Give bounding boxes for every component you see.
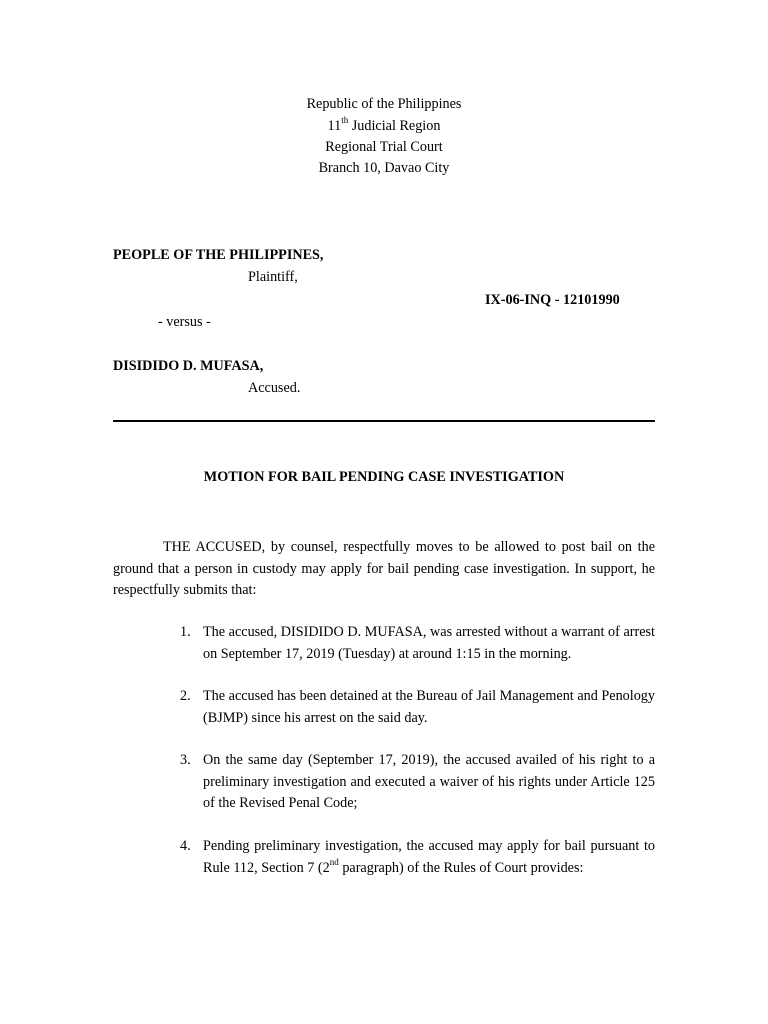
case-number: IX-06-INQ - 12101990 bbox=[485, 292, 620, 308]
list-item-text: On the same day (September 17, 2019), the accused availed of his right to a preliminary investigation and executed a waiver of his rights under Article 125 of the Revised Penal Code; bbox=[203, 752, 655, 811]
header-branch: Branch 10, Davao City bbox=[318, 160, 450, 176]
caption-divider bbox=[113, 420, 655, 422]
versus-label: - versus - bbox=[158, 314, 211, 330]
accused-name: DISIDIDO D. MUFASA, bbox=[113, 358, 264, 374]
list-item-number: 4. bbox=[180, 838, 191, 854]
list-item-text: The accused, DISIDIDO D. MUFASA, was arrested without a warrant of arrest on September 17, 2019 (Tuesday) at around 1:15 in the morning. bbox=[203, 624, 655, 662]
list-item-text: Pending preliminary investigation, the accused may apply for bail pursuant to Rule 112, Section 7 (2nd paragraph) of the Rules of Court provides: bbox=[203, 838, 655, 876]
intro-paragraph: THE ACCUSED, by counsel, respectfully moves to be allowed to post bail on the ground that a person in custody may apply for bail pending case investigation. In support, he respectfully submits that: bbox=[113, 539, 655, 598]
header-judicial-region: 11th Judicial Region bbox=[327, 115, 441, 134]
header-court: Regional Trial Court bbox=[325, 139, 443, 155]
list-item-text: The accused has been detained at the Bureau of Jail Management and Penology (BJMP) since his arrest on the said day. bbox=[203, 688, 655, 726]
list-item-number: 1. bbox=[180, 624, 191, 640]
list-item-number: 3. bbox=[180, 752, 191, 768]
plaintiff-name: PEOPLE OF THE PHILIPPINES, bbox=[113, 247, 324, 263]
document-title: MOTION FOR BAIL PENDING CASE INVESTIGATION bbox=[203, 469, 565, 485]
accused-role: Accused. bbox=[248, 380, 301, 396]
plaintiff-role: Plaintiff, bbox=[248, 269, 298, 285]
header-republic: Republic of the Philippines bbox=[306, 96, 462, 112]
list-item-number: 2. bbox=[180, 688, 191, 704]
